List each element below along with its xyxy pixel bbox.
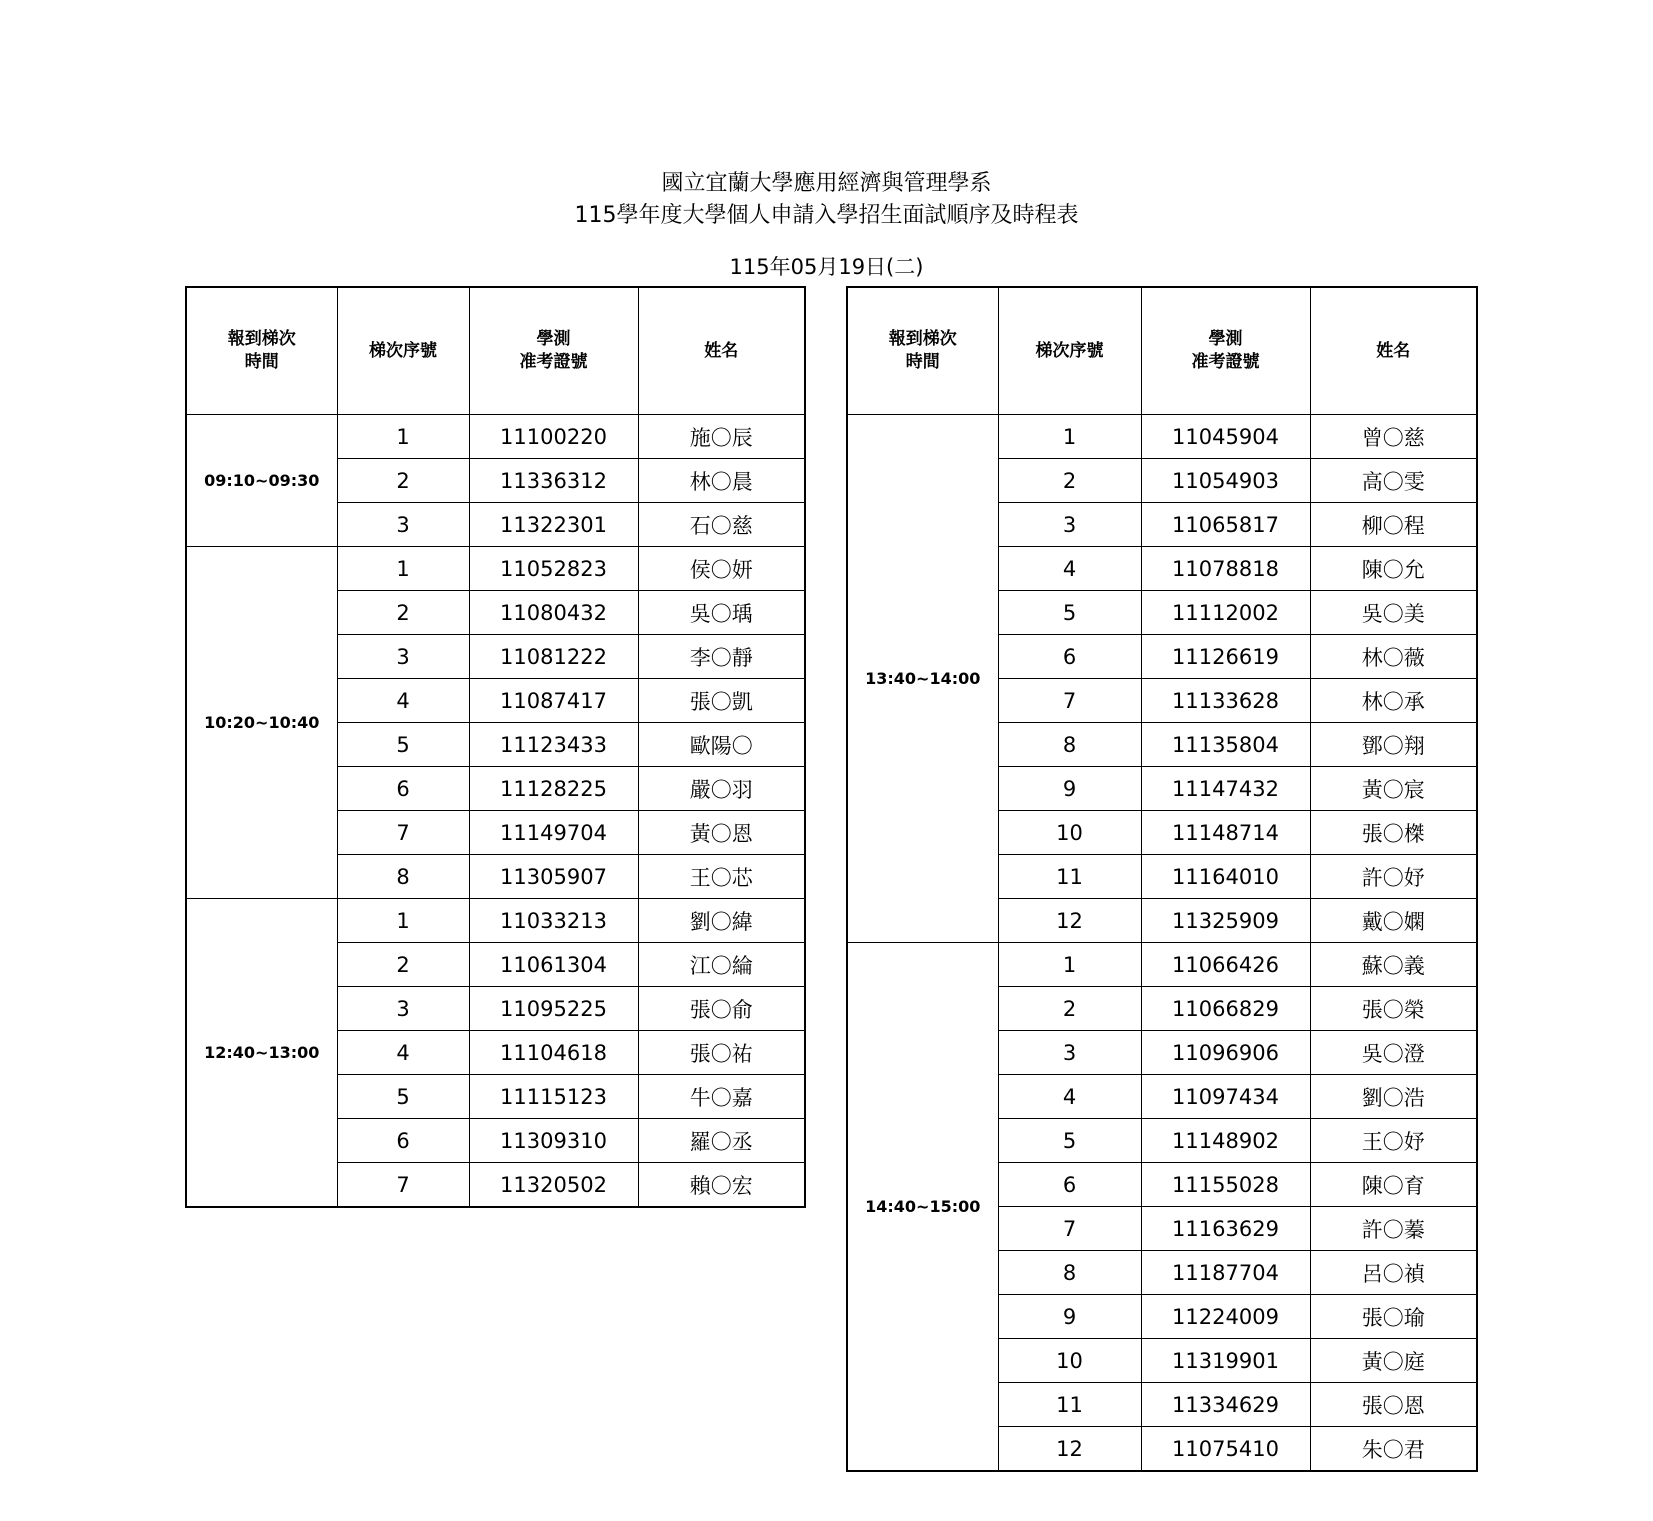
name-cell: 石〇慈 [638,503,805,547]
table-header-row [186,287,805,415]
exam-number-cell: 11320502 [469,1163,638,1208]
exam-number-cell: 11149704 [469,811,638,855]
name-cell: 嚴〇羽 [638,767,805,811]
exam-number-cell: 11054903 [1141,459,1310,503]
sequence-cell: 5 [337,723,469,767]
name-cell: 劉〇浩 [1310,1075,1477,1119]
name-cell: 施〇辰 [638,415,805,459]
table-row [847,415,1477,459]
header-sequence: 梯次序號 [998,287,1141,415]
name-cell: 李〇靜 [638,635,805,679]
name-cell: 王〇妤 [1310,1119,1477,1163]
sequence-cell: 1 [998,415,1141,459]
name-cell: 江〇綸 [638,943,805,987]
name-cell: 王〇芯 [638,855,805,899]
sequence-cell: 8 [998,723,1141,767]
sequence-cell: 4 [998,547,1141,591]
sequence-cell: 5 [998,591,1141,635]
sequence-cell: 4 [998,1075,1141,1119]
sequence-cell: 9 [998,1295,1141,1339]
name-cell: 侯〇妍 [638,547,805,591]
exam-number-cell: 11147432 [1141,767,1310,811]
exam-number-cell: 11078818 [1141,547,1310,591]
name-cell: 蘇〇義 [1310,943,1477,987]
name-cell: 張〇凱 [638,679,805,723]
sequence-cell: 1 [337,415,469,459]
name-cell: 鄧〇翔 [1310,723,1477,767]
exam-number-cell: 11061304 [469,943,638,987]
header-report-time: 報到梯次 時間 [186,287,337,415]
sequence-cell: 2 [337,591,469,635]
exam-number-cell: 11319901 [1141,1339,1310,1383]
sequence-cell: 2 [337,943,469,987]
sequence-cell: 12 [998,899,1141,943]
report-time-cell: 09:10~09:30 [186,415,337,547]
document-subtitle: 115學年度大學個人申請入學招生面試順序及時程表 [574,203,1079,228]
name-cell: 劉〇緯 [638,899,805,943]
sequence-cell: 3 [337,987,469,1031]
exam-number-cell: 11148902 [1141,1119,1310,1163]
sequence-cell: 6 [337,767,469,811]
exam-number-cell: 11325909 [1141,899,1310,943]
sequence-cell: 11 [998,1383,1141,1427]
table-row [186,547,805,591]
name-cell: 林〇薇 [1310,635,1477,679]
sequence-cell: 1 [998,943,1141,987]
name-cell: 吳〇澄 [1310,1031,1477,1075]
report-time-cell: 14:40~15:00 [847,943,998,1472]
exam-number-cell: 11126619 [1141,635,1310,679]
exam-number-cell: 11112002 [1141,591,1310,635]
schedule-table-left [185,286,806,1208]
name-cell: 張〇恩 [1310,1383,1477,1427]
table-row [847,943,1477,987]
sequence-cell: 6 [337,1119,469,1163]
name-cell: 曾〇慈 [1310,415,1477,459]
exam-number-cell: 11224009 [1141,1295,1310,1339]
exam-number-cell: 11095225 [469,987,638,1031]
sequence-cell: 5 [998,1119,1141,1163]
name-cell: 林〇晨 [638,459,805,503]
name-cell: 陳〇允 [1310,547,1477,591]
exam-number-cell: 11080432 [469,591,638,635]
exam-number-cell: 11322301 [469,503,638,547]
sequence-cell: 7 [998,1207,1141,1251]
sequence-cell: 3 [998,1031,1141,1075]
name-cell: 戴〇嫻 [1310,899,1477,943]
report-time-cell: 10:20~10:40 [186,547,337,899]
header-exam-number: 學測 准考證號 [1141,287,1310,415]
name-cell: 陳〇育 [1310,1163,1477,1207]
sequence-cell: 8 [998,1251,1141,1295]
sequence-cell: 4 [337,679,469,723]
exam-number-cell: 11033213 [469,899,638,943]
sequence-cell: 10 [998,1339,1141,1383]
name-cell: 張〇榤 [1310,811,1477,855]
exam-number-cell: 11115123 [469,1075,638,1119]
sequence-cell: 4 [337,1031,469,1075]
sequence-cell: 7 [337,1163,469,1208]
exam-number-cell: 11163629 [1141,1207,1310,1251]
table-header-row [847,287,1477,415]
sequence-cell: 9 [998,767,1141,811]
exam-number-cell: 11087417 [469,679,638,723]
exam-number-cell: 11164010 [1141,855,1310,899]
sequence-cell: 2 [998,459,1141,503]
name-cell: 歐陽〇 [638,723,805,767]
header-exam-number: 學測 准考證號 [469,287,638,415]
sequence-cell: 3 [337,503,469,547]
document-title: 國立宜蘭大學應用經濟與管理學系 [661,171,992,196]
sequence-cell: 2 [337,459,469,503]
exam-number-cell: 11045904 [1141,415,1310,459]
sequence-cell: 3 [998,503,1141,547]
interview-date: 115年05月19日(二) [729,255,924,279]
name-cell: 林〇承 [1310,679,1477,723]
table-row [186,899,805,943]
header-report-time: 報到梯次 時間 [847,287,998,415]
sequence-cell: 11 [998,855,1141,899]
name-cell: 張〇瑜 [1310,1295,1477,1339]
exam-number-cell: 11104618 [469,1031,638,1075]
report-time-cell: 13:40~14:00 [847,415,998,943]
exam-number-cell: 11187704 [1141,1251,1310,1295]
name-cell: 牛〇嘉 [638,1075,805,1119]
name-cell: 張〇榮 [1310,987,1477,1031]
sequence-cell: 1 [337,899,469,943]
name-cell: 黃〇宸 [1310,767,1477,811]
exam-number-cell: 11133628 [1141,679,1310,723]
exam-number-cell: 11155028 [1141,1163,1310,1207]
sequence-cell: 2 [998,987,1141,1031]
name-cell: 黃〇恩 [638,811,805,855]
sequence-cell: 6 [998,635,1141,679]
exam-number-cell: 11100220 [469,415,638,459]
exam-number-cell: 11123433 [469,723,638,767]
name-cell: 黃〇庭 [1310,1339,1477,1383]
exam-number-cell: 11305907 [469,855,638,899]
sequence-cell: 7 [337,811,469,855]
exam-number-cell: 11097434 [1141,1075,1310,1119]
report-time-cell: 12:40~13:00 [186,899,337,1208]
name-cell: 張〇俞 [638,987,805,1031]
sequence-cell: 5 [337,1075,469,1119]
sequence-cell: 3 [337,635,469,679]
sequence-cell: 12 [998,1427,1141,1472]
name-cell: 許〇妤 [1310,855,1477,899]
exam-number-cell: 11309310 [469,1119,638,1163]
exam-number-cell: 11052823 [469,547,638,591]
table-row [186,415,805,459]
exam-number-cell: 11066426 [1141,943,1310,987]
name-cell: 柳〇程 [1310,503,1477,547]
header-name: 姓名 [638,287,805,415]
exam-number-cell: 11334629 [1141,1383,1310,1427]
exam-number-cell: 11336312 [469,459,638,503]
exam-number-cell: 11135804 [1141,723,1310,767]
exam-number-cell: 11066829 [1141,987,1310,1031]
name-cell: 呂〇禎 [1310,1251,1477,1295]
exam-number-cell: 11065817 [1141,503,1310,547]
exam-number-cell: 11081222 [469,635,638,679]
header-name: 姓名 [1310,287,1477,415]
sequence-cell: 6 [998,1163,1141,1207]
name-cell: 賴〇宏 [638,1163,805,1208]
name-cell: 朱〇君 [1310,1427,1477,1472]
exam-number-cell: 11075410 [1141,1427,1310,1472]
name-cell: 張〇祐 [638,1031,805,1075]
name-cell: 高〇雯 [1310,459,1477,503]
name-cell: 吳〇美 [1310,591,1477,635]
schedule-table-right [846,286,1478,1472]
exam-number-cell: 11096906 [1141,1031,1310,1075]
name-cell: 吳〇瑀 [638,591,805,635]
exam-number-cell: 11148714 [1141,811,1310,855]
sequence-cell: 7 [998,679,1141,723]
exam-number-cell: 11128225 [469,767,638,811]
sequence-cell: 1 [337,547,469,591]
name-cell: 許〇蓁 [1310,1207,1477,1251]
sequence-cell: 8 [337,855,469,899]
name-cell: 羅〇丞 [638,1119,805,1163]
header-sequence: 梯次序號 [337,287,469,415]
sequence-cell: 10 [998,811,1141,855]
